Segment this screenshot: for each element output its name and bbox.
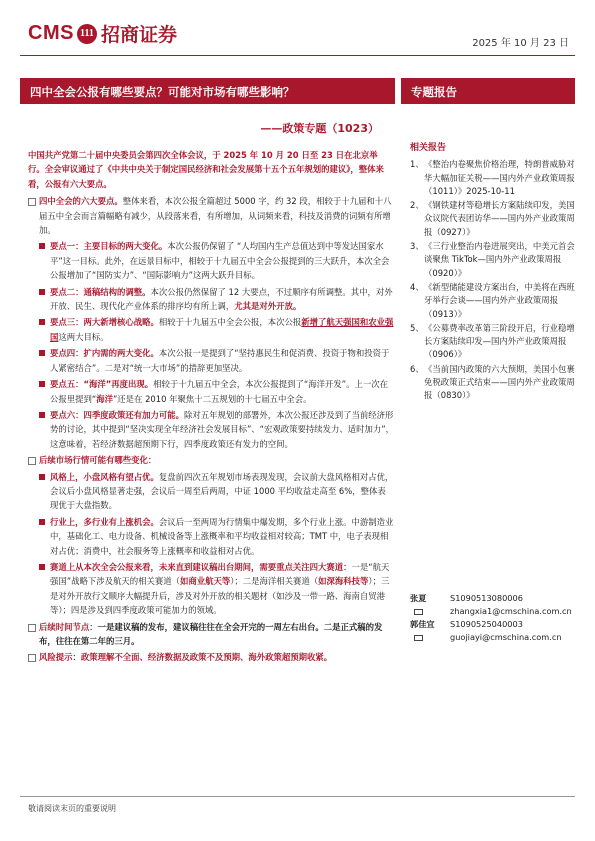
point-emphasis: 尤其是对外开放。 — [234, 301, 302, 312]
point-emphasis: 新增了航天强国和农业强国 — [50, 317, 394, 342]
point-tail: ”还是在 2010 年聚焦十二五规划的十七届五中全会。 — [112, 393, 312, 404]
analyst-name: 张夏 — [410, 593, 427, 603]
market-item — [28, 470, 394, 513]
point-tail: 这两大目标。 — [58, 331, 109, 342]
point-label: 要点四：扩内需的两大变化。 — [50, 348, 159, 359]
related-num: 3、 — [410, 241, 424, 252]
related-num: 5、 — [410, 322, 424, 333]
bullet-label: 四中全会的六大要点。 — [39, 196, 123, 207]
related-item[interactable] — [410, 240, 575, 280]
analyst-block — [410, 592, 575, 644]
market-emphasis: 如商业航天等 — [179, 576, 231, 587]
bullet-label: 后续时间节点： — [39, 621, 98, 632]
bullet-six-points — [28, 194, 394, 237]
point-text: 本次公报仍然保留了 12 大要点，不过顺序有所调整。其中，对外开放、民生、现代化产业体系的排序均有所上调， — [50, 286, 393, 312]
report-title-bar: 四中全会公报有哪些要点？可能对市场有哪些影响？ — [20, 78, 395, 104]
point-label: 要点六：四季度政策还有加力可能。 — [50, 409, 184, 420]
point-text: 相较于十九届五中全会公报，本次公报 — [158, 317, 302, 328]
market-emphasis: 如深海科技等 — [318, 576, 369, 587]
related-text: 《公募费率改革第三阶段开启，行业稳增长方案陆续印发—国内外产业政策周报（0906）》 — [424, 322, 575, 360]
market-mid: ）；二是海洋相关赛道（ — [230, 576, 319, 587]
related-title: 相关报告 — [410, 143, 447, 153]
point-text: 相较于十九届五中全会，本次公报提到了“海洋开发”。上一次在公报里提到“ — [50, 379, 388, 404]
logo-cn: 招商证券 — [100, 24, 177, 46]
analyst-email-row[interactable] — [410, 605, 575, 618]
bullet-market — [28, 453, 394, 467]
main-content — [28, 148, 394, 665]
market-text: 会议后一至两周为行情集中爆发期，多个行业上涨。中游制造业中，基础化工、电力设备、机械设备等上涨概率和平均收益相对较高；TMT 中，电子表现相对占优；消费中，社会服务等上涨概率和收益相对占优。 — [50, 516, 394, 556]
analyst-name: 郭佳宜 — [410, 619, 435, 629]
point-item — [28, 239, 394, 282]
logo-text: CMS — [28, 22, 74, 44]
point-text: 除对五年规划的部署外，本次公报还涉及到了当前经济形势的讨论，其中提到“坚决实现全年经济社会发展目标”、“宏观政策要持续发力、适时加力”，这意味着，若经济数据超预期下行，四季度政策还有发力的空间。 — [50, 409, 394, 449]
market-label: 赛道上从本次全会公报来看，未来直到建议稿出台期间，需要重点关注四大赛道： — [50, 561, 352, 572]
point-item — [28, 315, 394, 344]
email-icon — [414, 609, 423, 615]
related-reports — [410, 142, 575, 404]
related-item[interactable] — [410, 158, 575, 198]
email-icon — [414, 635, 423, 641]
point-item — [28, 408, 394, 451]
bullet-text: 整体来看，本次公报全篇超过 5000 字，约 32 段，相较于十九届和十八届五中全会而言篇幅略有减少，从段落来看，有所增加，从词频来看，科技及消费的词频有所增加。 — [39, 196, 392, 236]
market-label: 行业上，多行业有上涨机会。 — [50, 516, 159, 527]
analyst-email-row[interactable] — [410, 631, 575, 644]
market-text: 一是“航天强国”战略下涉及航天的相关赛道（ — [50, 561, 390, 587]
related-text: 《钢铁建材等稳增长方案陆续印发，美国众议院代表团访华——国内外产业政策周报（0927）》 — [424, 200, 575, 237]
analyst-row — [410, 592, 575, 605]
related-num: 1、 — [410, 159, 424, 170]
point-label: 要点五：“海洋”再度出现。 — [50, 379, 154, 390]
report-subtitle: ——政策专题（1023） — [260, 122, 379, 135]
related-text: 《三行业整治内卷进展突出，中美元首会谈聚焦 TikTok—国内外产业政策周报（0920）》 — [424, 241, 575, 278]
footer-note: 敬请阅读末页的重要说明 — [28, 804, 116, 813]
related-num: 4、 — [410, 281, 424, 292]
bullet-label: 后续市场行情可能有哪些变化： — [39, 455, 157, 466]
related-text: 《新型储能建设方案出台，中美将在西班牙举行会谈——国内外产业政策周报（0913）》 — [424, 281, 575, 319]
related-item[interactable] — [410, 281, 575, 321]
bullet-text: 政策理解不全面、经济数据及政策不及预期、海外政策超预期收紧。 — [80, 652, 333, 663]
point-label: 要点一：主要目标的两大变化。 — [50, 241, 168, 252]
header-divider — [20, 55, 575, 56]
company-logo — [28, 20, 177, 47]
point-label: 要点三：两大新增核心战略。 — [50, 317, 159, 328]
point-item — [28, 285, 394, 314]
bullet-timeline — [28, 620, 394, 649]
market-text: 复盘前四次五年规划市场表现发现，会议前大盘风格相对占优，会议后小盘风格显著走强，会议后一周至后两周，中证 1000 平均收益走高至 6%，整体表现优于大盘指数。 — [50, 471, 394, 511]
analyst-email[interactable]: zhangxia1@cmschina.com.cn — [450, 606, 572, 616]
related-num: 2、 — [410, 200, 424, 211]
point-item — [28, 346, 394, 375]
point-text: 本次公报仍保留了 “人均国内生产总值达到中等发达国家水平”这一目标。此外，在远景目标中，相较于十九届五中全会公报提到的三大跃升，本次全会公报增加了“国防实力”、“国际影响力”这两大跃升目标。 — [50, 241, 390, 281]
point-emphasis: 海洋 — [96, 393, 113, 404]
bullet-text: 一是建议稿的发布，建议稿往往在全会开完的一周左右出台。二是正式稿的发布，往往在第二年的三月。 — [39, 621, 383, 646]
report-date: 2025 年 10 月 23 日 — [472, 38, 569, 49]
market-label: 风格上，小盘风格有望占优。 — [50, 471, 159, 482]
analyst-cert: S1090525040003 — [450, 619, 523, 629]
point-text: 本次公报一是提到了“坚持惠民生和促消费、投资于物和投资于人紧密结合”。二是对“统一大市场”的措辞更加坚决。 — [50, 348, 390, 373]
footer-divider — [20, 796, 575, 797]
market-tail: ）；三是对外开放行文顺序大幅提升后，涉及对外开放的相关题材（如沙及一带一路、海南自贸港等）；四是涉及到四季度政策可能加力的领域。 — [50, 576, 390, 616]
bullet-risk — [28, 650, 394, 664]
market-item — [28, 560, 394, 618]
related-item[interactable] — [410, 363, 575, 403]
analyst-row — [410, 618, 575, 631]
analyst-cert: S1090513080006 — [450, 593, 523, 603]
analyst-email[interactable]: guojiayi@cmschina.com.cn — [450, 632, 562, 642]
related-item[interactable] — [410, 322, 575, 362]
lead-paragraph: 中国共产党第二十届中央委员会第四次全体会议，于 2025 年 10 月 20 日至 23 日在北京举行。全会审议通过了《中共中央关于制定国民经济和社会发展第十五个五年规划的建议》，整体来看，公报有六大要点。 — [28, 150, 384, 189]
bullet-label: 风险提示： — [39, 652, 81, 663]
report-type-bar: 专题报告 — [401, 78, 575, 104]
related-item[interactable] — [410, 199, 575, 239]
related-num: 6、 — [410, 363, 424, 374]
logo-badge-icon: 111 — [77, 24, 97, 44]
related-text: 《整治内卷聚焦价格治理，特朗普威胁对华大幅加征关税——国内外产业政策周报（1011）》2025-10-11 — [424, 159, 575, 196]
related-text: 《当前国内政策的六大预期，美国小包裹免税政策正式结束——国内外产业政策周报（0830）》 — [424, 363, 575, 401]
point-label: 要点二：通稿结构的调整。 — [50, 286, 151, 297]
market-item — [28, 515, 394, 558]
point-item — [28, 377, 394, 406]
